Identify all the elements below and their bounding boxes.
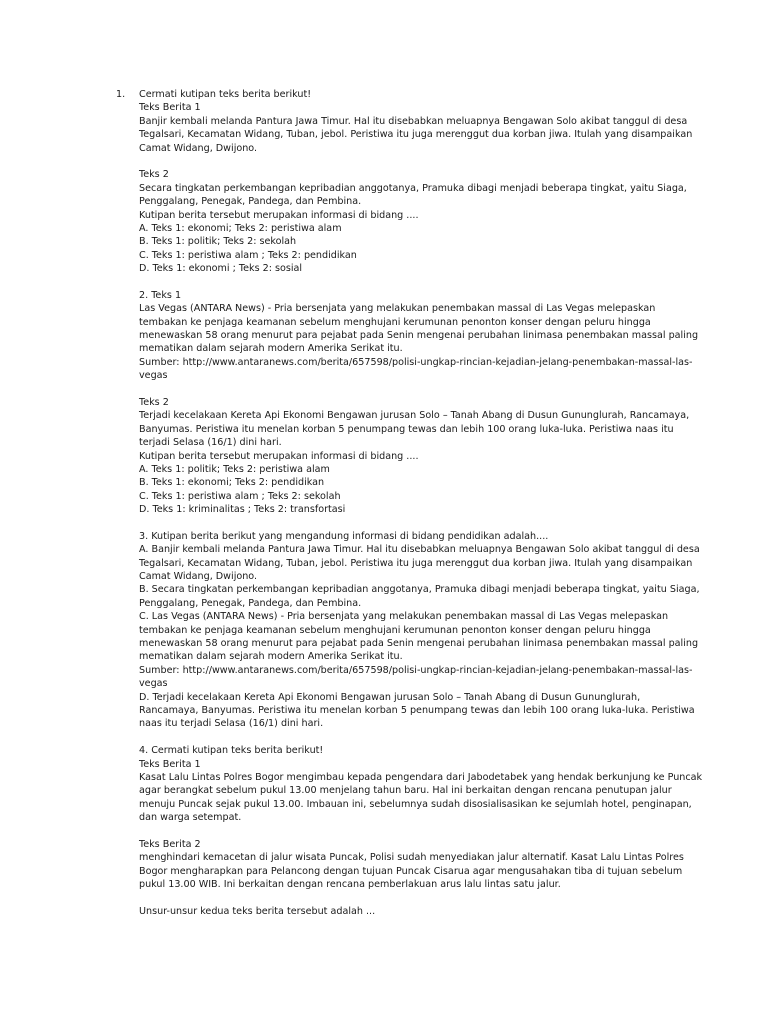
blank-line — [139, 383, 739, 396]
text-line: Teks 2 — [139, 396, 169, 408]
text-line: Unsur-unsur kedua teks berita tersebut adalah ... — [139, 905, 376, 917]
text-line: menewaskan 58 orang menurut para pejabat pada Senin mengenai perubahan linimasa penembakan massal paling — [139, 330, 699, 342]
text-line: tembakan ke penjaga keamanan sebelum menghujani kerumunan penonton konser dengan peluru hingga — [139, 316, 651, 328]
text-line: Tegalsari, Kecamatan Widang, Tuban, jebol. Peristiwa itu juga merenggut dua korban jiwa. Itulah yang disampaikan — [139, 557, 693, 569]
blank-line — [139, 275, 739, 288]
text-line: Penggalang, Penegak, Pandega, dan Pembina. — [139, 597, 362, 609]
text-line: Camat Widang, Dwijono. — [139, 571, 258, 583]
blank-line — [139, 517, 739, 530]
text-line: Penggalang, Penegak, Pandega, dan Pembina. — [139, 196, 362, 208]
text-line: Kutipan berita tersebut merupakan informasi di bidang .... — [139, 209, 419, 221]
text-line: Teks 2 — [139, 169, 169, 181]
text-line: D. Teks 1: ekonomi ; Teks 2: sosial — [139, 263, 303, 275]
text-line: C. Teks 1: peristiwa alam ; Teks 2: pendidikan — [139, 249, 357, 261]
text-line: Bogor mengharapkan para Pelancong dengan tujuan Puncak Cisarua agar mengusahakan tiba di tujuan sebelum — [139, 865, 683, 877]
text-line: vegas — [139, 370, 168, 382]
text-line: Terjadi kecelakaan Kereta Api Ekonomi Bengawan jurusan Solo – Tanah Abang di Dusun Gununglurah, Rancamaya, — [139, 410, 690, 422]
text-line: Kasat Lalu Lintas Polres Bogor mengimbau kepada pengendara dari Jabodetabek yang hendak berkunjung ke Puncak — [139, 771, 703, 783]
text-line: Teks Berita 1 — [139, 758, 201, 770]
text-line: naas itu terjadi Selasa (16/1) dini hari. — [139, 718, 324, 730]
text-line: Banyumas. Peristiwa itu menelan korban 5 penumpang tewas dan lebih 100 orang luka-luka. Peristiwa naas itu — [139, 423, 674, 435]
text-line: B. Teks 1: politik; Teks 2: sekolah — [139, 236, 297, 248]
text-line: Kutipan berita tersebut merupakan informasi di bidang .... — [139, 450, 419, 462]
text-line: Teks Berita 1 — [139, 102, 201, 114]
text-line: D. Teks 1: kriminalitas ; Teks 2: transfortasi — [139, 504, 346, 516]
text-line: 4. Cermati kutipan teks berita berikut! — [139, 745, 324, 757]
text-line: menuju Puncak sejak pukul 13.00. Imbauan ini, sebelumnya sudah disosialisasikan ke sejumlah hotel, penginapan, — [139, 798, 692, 810]
text-line: 2. Teks 1 — [139, 289, 182, 301]
text-line: terjadi Selasa (16/1) dini hari. — [139, 437, 282, 449]
text-line: Secara tingkatan perkembangan kepribadian anggotanya, Pramuka dibagi menjadi beberapa tingkat, yaitu Siaga, — [139, 182, 687, 194]
question-number: 1. — [116, 89, 126, 100]
document-body — [139, 88, 739, 918]
text-line: C. Las Vegas (ANTARA News) - Pria bersenjata yang melakukan penembakan massal di Las Vegas melepaskan — [139, 611, 669, 623]
text-line: mematikan dalam sejarah modern Amerika Serikat itu. — [139, 343, 403, 355]
text-line: dan warga setempat. — [139, 812, 242, 824]
text-line: A. Teks 1: politik; Teks 2: peristiwa alam — [139, 463, 330, 475]
text-line: mematikan dalam sejarah modern Amerika Serikat itu. — [139, 651, 403, 663]
blank-line — [139, 155, 739, 168]
text-line: B. Secara tingkatan perkembangan kepribadian anggotanya, Pramuka dibagi menjadi beberapa tingkat, yaitu Siaga, — [139, 584, 700, 596]
blank-line — [139, 731, 739, 744]
text-line: 3. Kutipan berita berikut yang mengandung informasi di bidang pendidikan adalah.... — [139, 530, 549, 542]
text-line: agar berangkat sebelum pukul 13.00 menjelang tahun baru. Hal ini berkaitan dengan rencana penutupan jalur — [139, 785, 672, 797]
text-line: Cermati kutipan teks berita berikut! — [139, 89, 312, 100]
text-line: Rancamaya, Banyumas. Peristiwa itu menelan korban 5 penumpang tewas dan lebih 100 orang luka-luka. Peristiwa — [139, 704, 695, 716]
text-line: pukul 13.00 WIB. Ini berkaitan dengan rencana pemberlakuan arus lalu lintas satu jalur. — [139, 879, 561, 891]
text-line: Banjir kembali melanda Pantura Jawa Timur. Hal itu disebabkan meluapnya Bengawan Solo akibat tanggul di desa — [139, 115, 688, 127]
text-line: C. Teks 1: peristiwa alam ; Teks 2: sekolah — [139, 490, 341, 502]
text-line: menghindari kemacetan di jalur wisata Puncak, Polisi sudah menyediakan jalur alternatif. Kasat Lalu Lintas Polres — [139, 852, 684, 864]
text-line: Teks Berita 2 — [139, 838, 201, 850]
text-line: A. Teks 1: ekonomi; Teks 2: peristiwa alam — [139, 222, 342, 234]
text-line: B. Teks 1: ekonomi; Teks 2: pendidikan — [139, 477, 325, 489]
text-line: Camat Widang, Dwijono. — [139, 142, 258, 154]
text-line: Las Vegas (ANTARA News) - Pria bersenjata yang melakukan penembakan massal di Las Vegas melepaskan — [139, 303, 656, 315]
text-line: menewaskan 58 orang menurut para pejabat pada Senin mengenai perubahan linimasa penembakan massal paling — [139, 638, 699, 650]
blank-line — [139, 824, 739, 837]
text-line: vegas — [139, 678, 168, 690]
text-line: tembakan ke penjaga keamanan sebelum menghujani kerumunan penonton konser dengan peluru hingga — [139, 624, 651, 636]
blank-line — [139, 891, 739, 904]
text-line: A. Banjir kembali melanda Pantura Jawa Timur. Hal itu disebabkan meluapnya Bengawan Solo akibat tanggul di desa — [139, 544, 700, 556]
text-line: Sumber: http://www.antaranews.com/berita/657598/polisi-ungkap-rincian-kejadian-jelang-penembakan-massal-las- — [139, 664, 693, 676]
text-line: Tegalsari, Kecamatan Widang, Tuban, jebol. Peristiwa itu juga merenggut dua korban jiwa. Itulah yang disampaikan — [139, 129, 693, 141]
text-line: Sumber: http://www.antaranews.com/berita/657598/polisi-ungkap-rincian-kejadian-jelang-penembakan-massal-las- — [139, 356, 693, 368]
text-line: D. Terjadi kecelakaan Kereta Api Ekonomi Bengawan jurusan Solo – Tanah Abang di Dusun Gununglurah, — [139, 691, 641, 703]
